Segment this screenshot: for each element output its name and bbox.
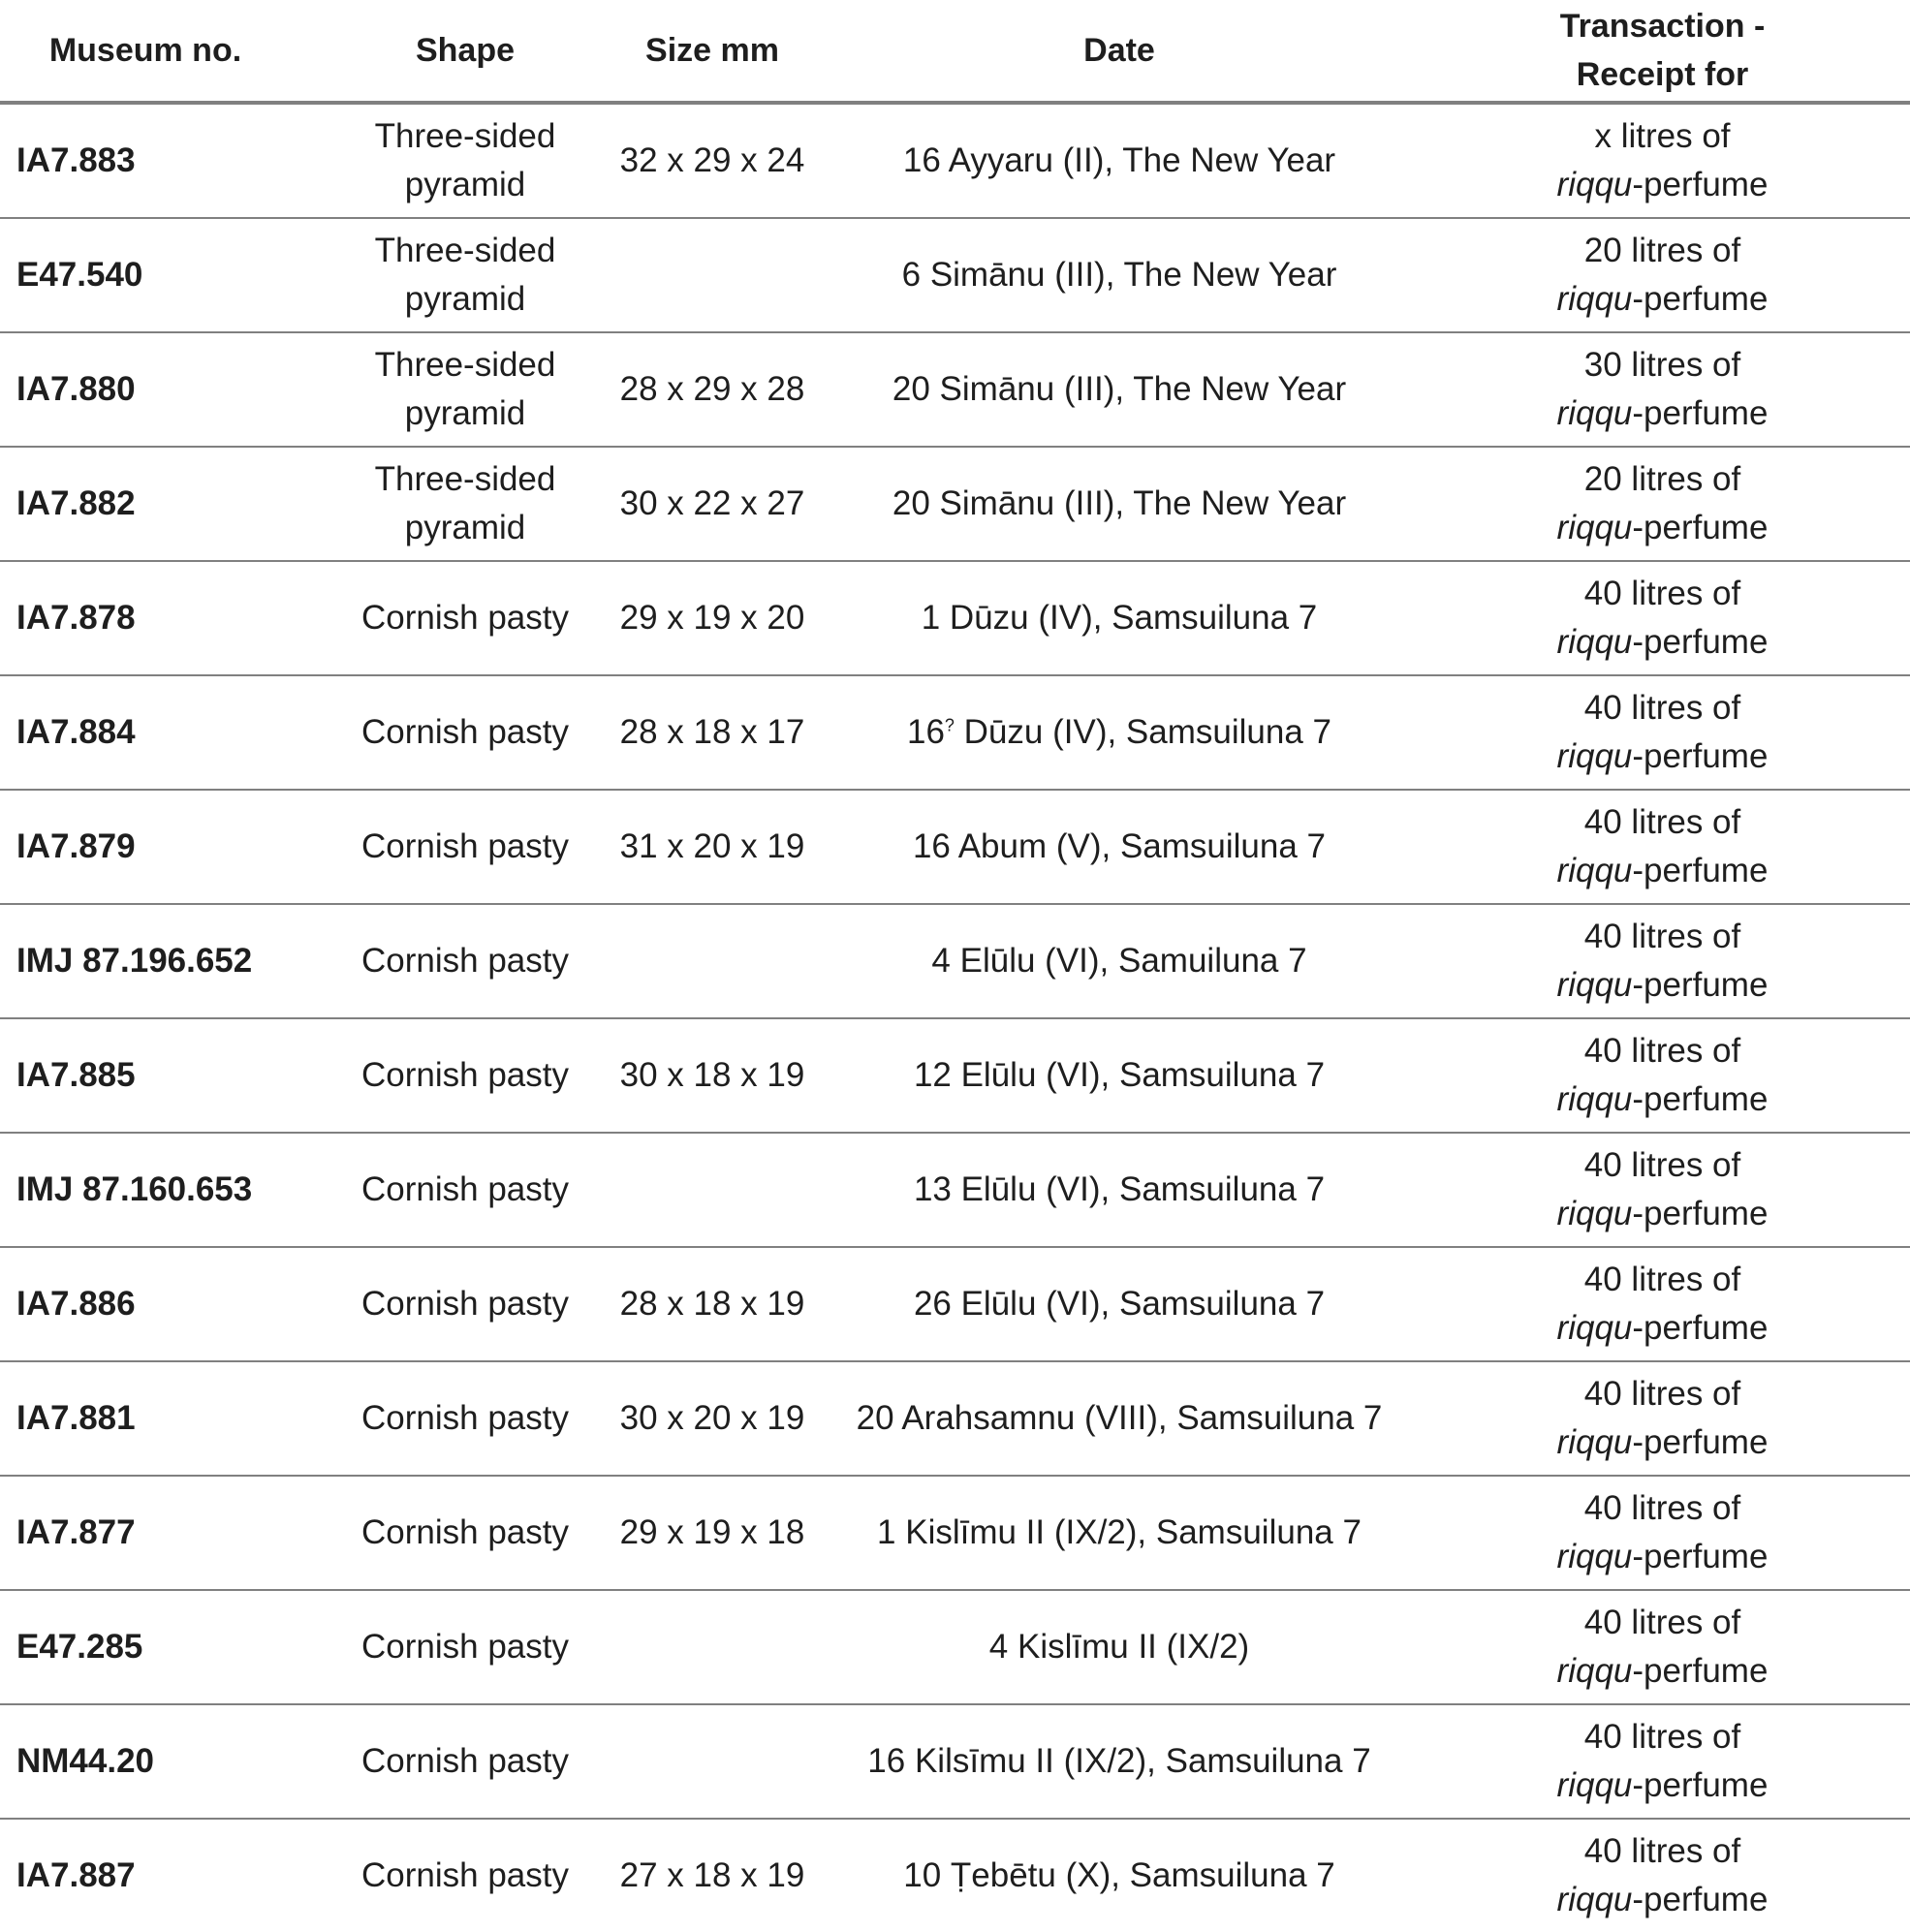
cell-museum-no xyxy=(0,218,329,332)
table-row xyxy=(0,1819,1910,1932)
shape-line1: Cornish pasty xyxy=(361,1856,569,1894)
commodity-rest: -perfume xyxy=(1632,509,1769,546)
transaction-commodity xyxy=(1415,1533,1910,1581)
cell-size xyxy=(601,675,824,790)
cell-shape xyxy=(329,332,601,447)
cell-date xyxy=(824,218,1415,332)
commodity-italic: riqqu xyxy=(1556,1080,1633,1118)
table-row xyxy=(0,1133,1910,1247)
cell-museum-no xyxy=(0,904,329,1018)
museum-no: IA7.880 xyxy=(16,370,136,408)
table-row xyxy=(0,790,1910,904)
header-transaction xyxy=(1415,0,1910,103)
transaction-amount: 40 litres of xyxy=(1583,575,1741,612)
cell-shape xyxy=(329,904,601,1018)
shape-line1: Three-sided xyxy=(374,460,556,498)
cell-shape xyxy=(329,1819,601,1932)
transaction-amount: 40 litres of xyxy=(1583,1375,1741,1413)
cell-size xyxy=(601,561,824,675)
cell-transaction xyxy=(1415,1247,1910,1361)
size-value: 27 x 18 x 19 xyxy=(619,1856,805,1894)
transaction-commodity xyxy=(1415,847,1910,895)
date-value: 4 Elūlu (VI), Samuiluna 7 xyxy=(931,942,1307,980)
shape-line2: pyramid xyxy=(404,166,526,203)
table-row xyxy=(0,103,1910,218)
table-row xyxy=(0,561,1910,675)
museum-no: IMJ 87.196.652 xyxy=(16,942,253,980)
transaction-commodity xyxy=(1415,1304,1910,1353)
cell-shape xyxy=(329,1590,601,1704)
shape-line1: Cornish pasty xyxy=(361,827,569,865)
commodity-rest: -perfume xyxy=(1632,852,1769,889)
transaction-amount: 20 litres of xyxy=(1583,460,1741,498)
table-row xyxy=(0,447,1910,561)
size-value: 30 x 22 x 27 xyxy=(619,484,805,522)
transaction-commodity xyxy=(1415,1190,1910,1238)
table-header xyxy=(0,0,1910,103)
transaction-amount: 40 litres of xyxy=(1583,803,1741,841)
museum-no: IA7.883 xyxy=(16,141,136,179)
cell-transaction xyxy=(1415,1018,1910,1133)
cell-transaction xyxy=(1415,218,1910,332)
transaction-amount: 40 litres of xyxy=(1583,1718,1741,1756)
table-row xyxy=(0,1247,1910,1361)
commodity-italic: riqqu xyxy=(1556,509,1633,546)
size-value: 31 x 20 x 19 xyxy=(619,827,805,865)
cell-transaction xyxy=(1415,332,1910,447)
cell-museum-no xyxy=(0,561,329,675)
cell-date xyxy=(824,1704,1415,1819)
cell-shape xyxy=(329,1133,601,1247)
cell-date xyxy=(824,904,1415,1018)
cell-shape xyxy=(329,1476,601,1590)
shape-line1: Cornish pasty xyxy=(361,1285,569,1323)
cell-museum-no xyxy=(0,103,329,218)
header-transaction-line2: Receipt for xyxy=(1576,56,1749,93)
transaction-commodity xyxy=(1415,275,1910,324)
cell-shape xyxy=(329,790,601,904)
commodity-rest: -perfume xyxy=(1632,1766,1769,1804)
cell-size xyxy=(601,904,824,1018)
header-row xyxy=(0,0,1910,103)
shape-line1: Cornish pasty xyxy=(361,1056,569,1094)
shape-line1: Cornish pasty xyxy=(361,1742,569,1780)
date-value: 12 Elūlu (VI), Samsuiluna 7 xyxy=(913,1056,1326,1094)
table-row xyxy=(0,1704,1910,1819)
cell-museum-no xyxy=(0,332,329,447)
cell-size xyxy=(601,218,824,332)
cell-date xyxy=(824,332,1415,447)
cell-shape xyxy=(329,1704,601,1819)
cell-date xyxy=(824,1247,1415,1361)
transaction-commodity xyxy=(1415,1418,1910,1467)
commodity-rest: -perfume xyxy=(1632,280,1769,318)
cell-size xyxy=(601,1018,824,1133)
transaction-commodity xyxy=(1415,1876,1910,1924)
museum-no: IMJ 87.160.653 xyxy=(16,1170,253,1208)
cell-museum-no xyxy=(0,1247,329,1361)
shape-line1: Cornish pasty xyxy=(361,713,569,751)
date-value: 16 Abum (V), Samsuiluna 7 xyxy=(912,827,1327,865)
cell-museum-no xyxy=(0,675,329,790)
commodity-italic: riqqu xyxy=(1556,1423,1633,1461)
cell-date xyxy=(824,1590,1415,1704)
cell-transaction xyxy=(1415,447,1910,561)
shape-line1: Cornish pasty xyxy=(361,1628,569,1666)
cell-museum-no xyxy=(0,1476,329,1590)
commodity-rest: -perfume xyxy=(1632,1195,1769,1232)
shape-line1: Cornish pasty xyxy=(361,942,569,980)
transaction-amount: 40 litres of xyxy=(1583,1146,1741,1184)
transaction-commodity xyxy=(1415,618,1910,667)
transaction-amount: 40 litres of xyxy=(1583,1832,1741,1870)
cell-date xyxy=(824,1361,1415,1476)
transaction-commodity xyxy=(1415,390,1910,438)
cell-transaction xyxy=(1415,1476,1910,1590)
cell-transaction xyxy=(1415,790,1910,904)
date-value-rest: Dūzu (IV), Samsuiluna 7 xyxy=(954,713,1331,751)
commodity-italic: riqqu xyxy=(1556,966,1633,1004)
cell-transaction xyxy=(1415,103,1910,218)
cell-transaction xyxy=(1415,675,1910,790)
table-row xyxy=(0,218,1910,332)
commodity-italic: riqqu xyxy=(1556,1309,1633,1347)
date-value: 20 Simānu (III), The New Year xyxy=(892,484,1347,522)
commodity-italic: riqqu xyxy=(1556,623,1633,661)
transaction-amount: 40 litres of xyxy=(1583,689,1741,727)
museum-no: IA7.885 xyxy=(16,1056,136,1094)
cell-museum-no xyxy=(0,1018,329,1133)
commodity-italic: riqqu xyxy=(1556,1881,1633,1918)
size-value: 30 x 18 x 19 xyxy=(619,1056,805,1094)
cell-transaction xyxy=(1415,561,1910,675)
size-value: 28 x 29 x 28 xyxy=(619,370,805,408)
cell-size xyxy=(601,1476,824,1590)
museum-no: E47.285 xyxy=(16,1628,143,1666)
commodity-rest: -perfume xyxy=(1632,737,1769,775)
date-value: 1 Kislīmu II (IX/2), Samsuiluna 7 xyxy=(877,1513,1362,1551)
transaction-commodity xyxy=(1415,961,1910,1010)
cell-museum-no xyxy=(0,790,329,904)
transaction-amount: 40 litres of xyxy=(1583,1261,1741,1298)
header-date: Date xyxy=(824,0,1415,103)
museum-no: IA7.881 xyxy=(16,1399,136,1437)
cell-date xyxy=(824,447,1415,561)
commodity-italic: riqqu xyxy=(1556,1195,1633,1232)
cell-shape xyxy=(329,103,601,218)
cell-shape xyxy=(329,1018,601,1133)
table-body xyxy=(0,103,1910,1932)
transaction-commodity xyxy=(1415,504,1910,552)
cell-size xyxy=(601,1247,824,1361)
museum-no: E47.540 xyxy=(16,256,143,294)
cell-shape xyxy=(329,675,601,790)
date-value: 16 xyxy=(906,713,945,751)
cell-size xyxy=(601,1704,824,1819)
cell-museum-no xyxy=(0,1819,329,1932)
commodity-italic: riqqu xyxy=(1556,737,1633,775)
transaction-amount: 20 litres of xyxy=(1583,232,1741,269)
cell-shape xyxy=(329,218,601,332)
cell-size xyxy=(601,1361,824,1476)
cell-shape xyxy=(329,1247,601,1361)
size-value: 28 x 18 x 19 xyxy=(619,1285,805,1323)
header-shape: Shape xyxy=(329,0,601,103)
commodity-italic: riqqu xyxy=(1556,166,1633,203)
cell-museum-no xyxy=(0,1361,329,1476)
size-value: 29 x 19 x 20 xyxy=(619,599,805,637)
transaction-commodity xyxy=(1415,161,1910,209)
cell-transaction xyxy=(1415,904,1910,1018)
cell-size xyxy=(601,1590,824,1704)
cell-date xyxy=(824,561,1415,675)
transaction-amount: 40 litres of xyxy=(1583,1032,1741,1070)
date-value: 13 Elūlu (VI), Samsuiluna 7 xyxy=(913,1170,1326,1208)
cell-museum-no xyxy=(0,1704,329,1819)
commodity-rest: -perfume xyxy=(1632,1080,1769,1118)
size-value: 29 x 19 x 18 xyxy=(619,1513,805,1551)
commodity-rest: -perfume xyxy=(1632,1309,1769,1347)
commodity-italic: riqqu xyxy=(1556,1652,1633,1690)
date-value: 10 Ṭebētu (X), Samsuiluna 7 xyxy=(903,1856,1335,1894)
commodity-italic: riqqu xyxy=(1556,1538,1633,1575)
header-transaction-line1: Transaction - xyxy=(1559,8,1766,45)
table-row xyxy=(0,1476,1910,1590)
cell-date xyxy=(824,1819,1415,1932)
cell-date xyxy=(824,790,1415,904)
cell-transaction xyxy=(1415,1361,1910,1476)
date-value: 20 Arahsamnu (VIII), Samsuiluna 7 xyxy=(856,1399,1383,1437)
date-value: 20 Simānu (III), The New Year xyxy=(892,370,1347,408)
transaction-commodity xyxy=(1415,1761,1910,1810)
shape-line1: Cornish pasty xyxy=(361,1170,569,1208)
size-value: 30 x 20 x 19 xyxy=(619,1399,805,1437)
museum-no: NM44.20 xyxy=(16,1742,155,1780)
transaction-commodity xyxy=(1415,732,1910,781)
shape-line1: Cornish pasty xyxy=(361,1399,569,1437)
cell-museum-no xyxy=(0,447,329,561)
commodity-rest: -perfume xyxy=(1632,1538,1769,1575)
cell-size xyxy=(601,1133,824,1247)
header-size: Size mm xyxy=(601,0,824,103)
commodity-italic: riqqu xyxy=(1556,280,1633,318)
commodity-rest: -perfume xyxy=(1632,394,1769,432)
cell-date xyxy=(824,103,1415,218)
cell-transaction xyxy=(1415,1133,1910,1247)
table-row xyxy=(0,1018,1910,1133)
commodity-rest: -perfume xyxy=(1632,966,1769,1004)
commodity-rest: -perfume xyxy=(1632,1881,1769,1918)
cell-shape xyxy=(329,447,601,561)
size-value: 28 x 18 x 17 xyxy=(619,713,805,751)
table-row xyxy=(0,1590,1910,1704)
table-row xyxy=(0,904,1910,1018)
cell-date xyxy=(824,1133,1415,1247)
cell-shape xyxy=(329,561,601,675)
cell-transaction xyxy=(1415,1704,1910,1819)
table-row xyxy=(0,332,1910,447)
size-value: 32 x 29 x 24 xyxy=(619,141,805,179)
date-value: 1 Dūzu (IV), Samsuiluna 7 xyxy=(921,599,1318,637)
cell-size xyxy=(601,447,824,561)
museum-no: IA7.882 xyxy=(16,484,136,522)
shape-line2: pyramid xyxy=(404,394,526,432)
transaction-amount: x litres of xyxy=(1594,117,1731,155)
shape-line2: pyramid xyxy=(404,280,526,318)
cell-transaction xyxy=(1415,1819,1910,1932)
commodity-italic: riqqu xyxy=(1556,394,1633,432)
date-uncertain-mark: ? xyxy=(944,715,955,735)
transaction-amount: 40 litres of xyxy=(1583,1489,1741,1527)
museum-no: IA7.879 xyxy=(16,827,136,865)
cell-size xyxy=(601,1819,824,1932)
museum-no: IA7.884 xyxy=(16,713,136,751)
commodity-rest: -perfume xyxy=(1632,1423,1769,1461)
transaction-amount: 30 litres of xyxy=(1583,346,1741,384)
commodity-italic: riqqu xyxy=(1556,1766,1633,1804)
museum-no: IA7.878 xyxy=(16,599,136,637)
date-value: 26 Elūlu (VI), Samsuiluna 7 xyxy=(913,1285,1326,1323)
cell-date xyxy=(824,1476,1415,1590)
table-row xyxy=(0,675,1910,790)
cell-size xyxy=(601,790,824,904)
museum-no: IA7.887 xyxy=(16,1856,136,1894)
table-row xyxy=(0,1361,1910,1476)
cell-museum-no xyxy=(0,1133,329,1247)
commodity-rest: -perfume xyxy=(1632,166,1769,203)
header-museum-no: Museum no. xyxy=(0,0,329,103)
transaction-commodity xyxy=(1415,1647,1910,1696)
shape-line1: Cornish pasty xyxy=(361,1513,569,1551)
transaction-commodity xyxy=(1415,1075,1910,1124)
museum-no: IA7.877 xyxy=(16,1513,136,1551)
cell-shape xyxy=(329,1361,601,1476)
date-value: 16 Ayyaru (II), The New Year xyxy=(902,141,1336,179)
shape-line1: Three-sided xyxy=(374,117,556,155)
commodity-italic: riqqu xyxy=(1556,852,1633,889)
cell-museum-no xyxy=(0,1590,329,1704)
commodity-rest: -perfume xyxy=(1632,623,1769,661)
shape-line1: Cornish pasty xyxy=(361,599,569,637)
cell-date xyxy=(824,675,1415,790)
cell-size xyxy=(601,332,824,447)
date-value: 4 Kislīmu II (IX/2) xyxy=(988,1628,1250,1666)
transaction-amount: 40 litres of xyxy=(1583,918,1741,955)
museum-no: IA7.886 xyxy=(16,1285,136,1323)
commodity-rest: -perfume xyxy=(1632,1652,1769,1690)
shape-line1: Three-sided xyxy=(374,232,556,269)
shape-line2: pyramid xyxy=(404,509,526,546)
cell-transaction xyxy=(1415,1590,1910,1704)
date-value: 16 Kilsīmu II (IX/2), Samsuiluna 7 xyxy=(867,1742,1371,1780)
transaction-amount: 40 litres of xyxy=(1583,1604,1741,1641)
date-value: 6 Simānu (III), The New Year xyxy=(901,256,1337,294)
cell-date xyxy=(824,1018,1415,1133)
shape-line1: Three-sided xyxy=(374,346,556,384)
cell-size xyxy=(601,103,824,218)
